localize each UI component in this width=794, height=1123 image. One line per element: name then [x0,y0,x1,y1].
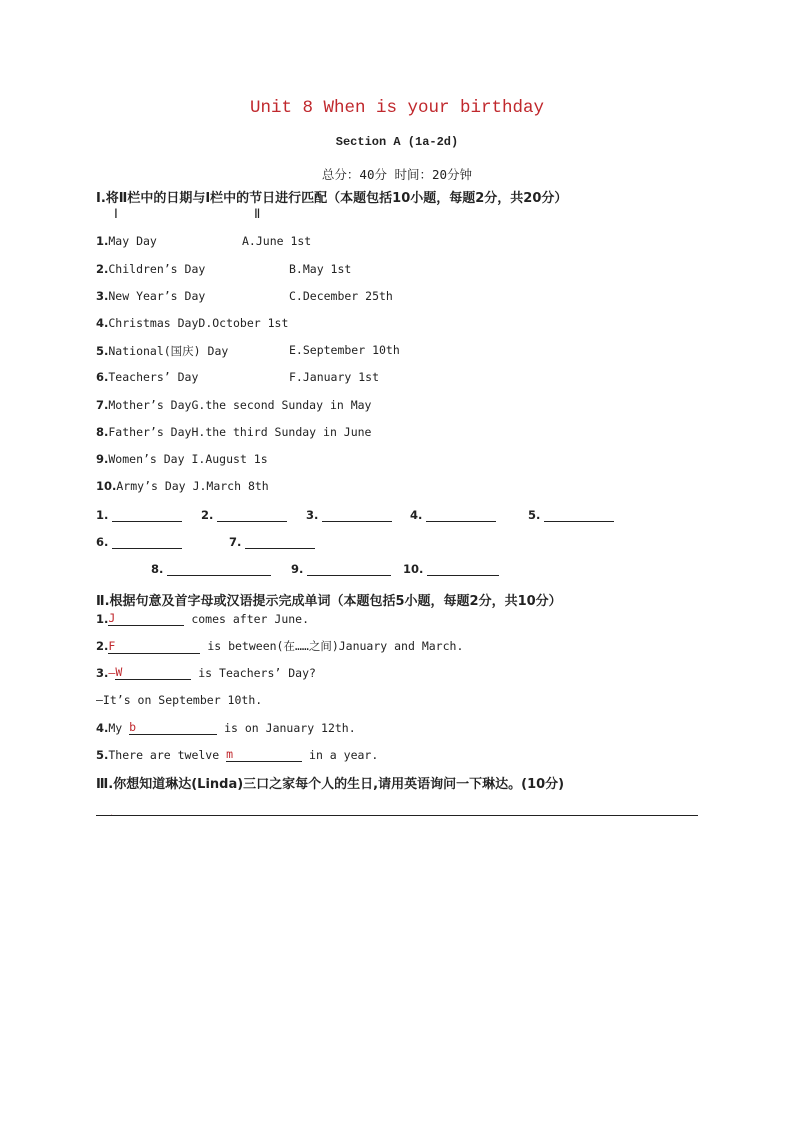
match-row [96,479,269,493]
question-number: 3. [96,666,109,680]
answer-blank[interactable] [307,561,391,576]
initial-letter-hint: W [115,665,123,679]
festival: National(国庆) Day [108,344,229,358]
festival: May Day [108,234,157,248]
dialogue-dash: — [108,666,116,680]
question-prefix: There are twelve [108,748,220,762]
score-time-info: 总分：40分 时间：20分钟 [321,167,473,182]
section-subtitle: Section A (1a-2d) [335,135,459,149]
question-number: 4. [96,721,109,735]
date-option: D.October 1st [198,316,289,330]
fill-question-1 [96,611,309,626]
question-prefix: My [108,721,123,735]
answer-label: 5. [528,508,541,522]
answer-label: 3. [306,508,319,522]
fill-question-4 [96,720,356,735]
match-row [96,452,268,466]
writing-mark: . [110,808,114,819]
question-text: is on January 12th. [224,721,356,735]
section3-heading: Ⅲ.你想知道琳达(Linda)三口之家每个人的生日,请用英语询问一下琳达。(10分) [96,777,565,792]
initial-letter-hint: F [108,639,116,653]
festival: Women’s Day [108,452,185,466]
match-row [96,262,205,276]
item-number: 9. [96,452,109,466]
festival: New Year’s Day [108,289,206,303]
match-row [96,398,371,412]
item-number: 4. [96,316,109,330]
answer-slot [229,534,315,549]
answer-label: 9. [291,562,304,576]
answer-label: 6. [96,535,109,549]
match-row [96,370,198,384]
answer-slot [201,507,287,522]
answer-label: 10. [403,562,424,576]
item-number: 10. [96,479,117,493]
fill-question-5 [96,747,378,762]
answer-blank[interactable] [544,507,614,522]
answer-slot [151,561,271,576]
answer-blank[interactable] [108,611,184,626]
answer-slot [96,507,182,522]
column-i-header: Ⅰ [114,206,118,221]
date-option: I.August 1s [191,452,268,466]
question-number: 2. [96,639,109,653]
answer-label: 4. [410,508,423,522]
date-option: H.the third Sunday in June [191,425,372,439]
question-text: comes after June. [191,612,310,626]
item-number: 6. [96,370,109,384]
match-row [96,425,371,439]
writing-answer-line[interactable] [96,815,698,816]
match-row [96,234,157,248]
festival: Teachers’ Day [108,370,199,384]
festival: Army’s Day [116,479,186,493]
answer-blank[interactable] [426,507,496,522]
answer-blank[interactable] [322,507,392,522]
answer-slot [291,561,391,576]
question-text: is between(在……之间)January and March. [207,639,464,653]
answer-slot [403,561,499,576]
answer-blank[interactable] [115,665,191,680]
date-option: E.September 10th [289,343,400,357]
question-text: in a year. [309,748,379,762]
answer-slot [306,507,392,522]
initial-letter-hint: J [108,611,116,625]
answer-blank[interactable] [226,747,302,762]
answer-blank[interactable] [112,507,182,522]
answer-slot [528,507,614,522]
festival: Father’s Day [108,425,192,439]
date-option: A.June 1st [242,234,312,248]
answer-label: 1. [96,508,109,522]
item-number: 5. [96,344,109,358]
answer-blank[interactable] [129,720,217,735]
match-row [96,289,205,303]
answer-slot [410,507,496,522]
festival: Children’s Day [108,262,206,276]
match-row [96,316,288,330]
initial-letter-hint: b [129,720,137,734]
answer-blank[interactable] [112,534,182,549]
date-option: G.the second Sunday in May [191,398,372,412]
item-number: 8. [96,425,109,439]
answer-blank[interactable] [217,507,287,522]
answer-blank[interactable] [167,561,271,576]
question-number: 5. [96,748,109,762]
festival: Christmas Day [108,316,199,330]
item-number: 3. [96,289,109,303]
initial-letter-hint: m [226,747,234,761]
date-option: B.May 1st [289,262,352,276]
festival: Mother’s Day [108,398,192,412]
answer-label: 2. [201,508,214,522]
answer-label: 7. [229,535,242,549]
column-ii-header: Ⅱ [254,206,261,221]
question-text: is Teachers’ Day? [198,666,316,680]
section1-heading: Ⅰ.将Ⅱ栏中的日期与Ⅰ栏中的节日进行匹配（本题包括10小题，每题2分，共20分） [96,191,568,206]
fill-question-3-reply: —It’s on September 10th. [96,693,263,707]
question-number: 1. [96,612,109,626]
fill-question-3 [96,665,316,680]
fill-question-2 [96,638,463,654]
section2-heading: Ⅱ.根据句意及首字母或汉语提示完成单词（本题包括5小题，每题2分，共10分） [96,594,562,609]
match-row [96,343,228,359]
item-number: 1. [96,234,109,248]
date-option: C.December 25th [289,289,393,303]
answer-slot [96,534,182,549]
answer-blank[interactable] [108,639,200,654]
item-number: 2. [96,262,109,276]
item-number: 7. [96,398,109,412]
page-title: Unit 8 When is your birthday [249,98,545,118]
date-option: J.March 8th [192,479,269,493]
answer-blank[interactable] [245,534,315,549]
answer-label: 8. [151,562,164,576]
date-option: F.January 1st [289,370,380,384]
answer-blank[interactable] [427,561,499,576]
